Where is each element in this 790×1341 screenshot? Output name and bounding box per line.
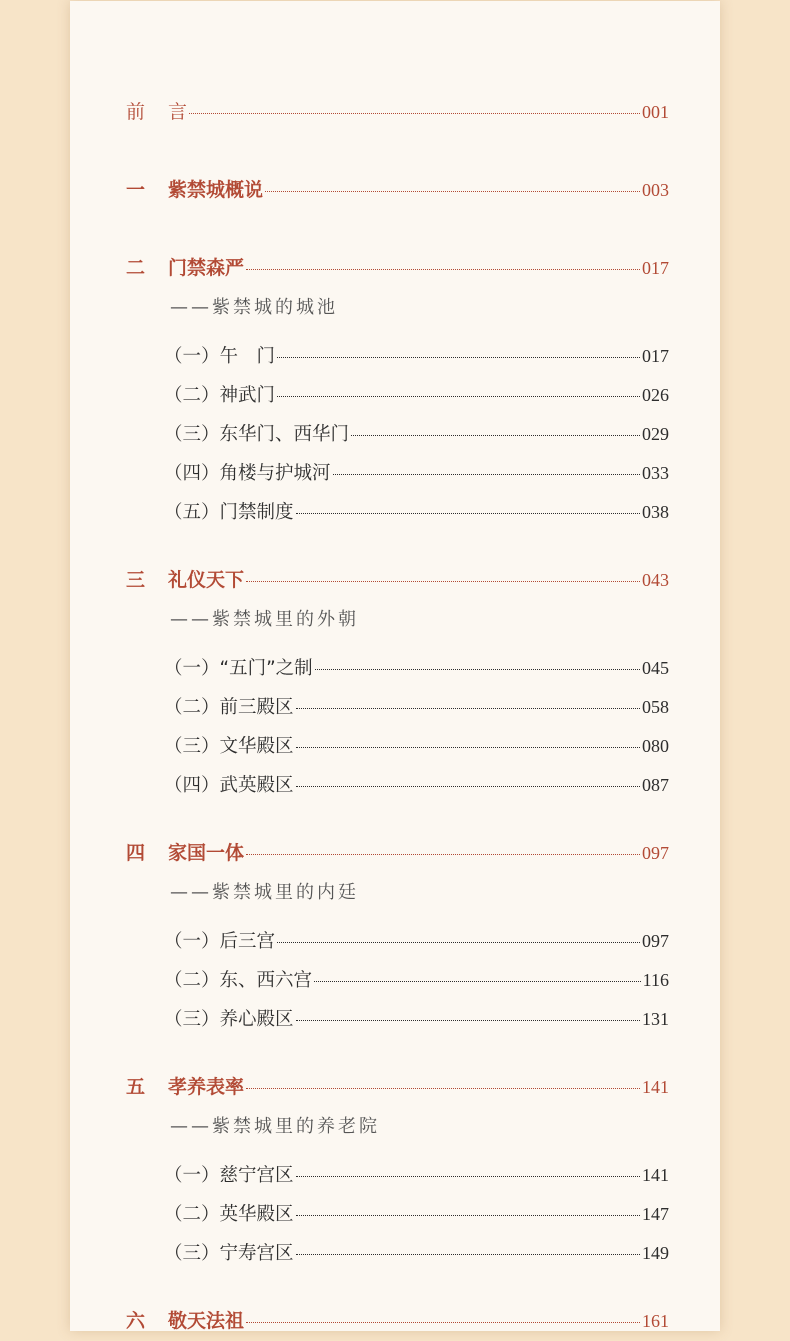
section-label: （三）养心殿区: [164, 1009, 294, 1030]
page-number: 161: [642, 1311, 669, 1331]
dot-leader: [246, 854, 640, 855]
chapter-number: 一: [126, 179, 146, 201]
toc-page: [70, 1, 720, 1331]
toc-entry-section[interactable]: [126, 766, 669, 805]
dot-leader: [277, 396, 640, 397]
toc-entry-chapter-5[interactable]: [126, 1068, 669, 1107]
section-label: （一）“五门”之制: [164, 658, 313, 679]
page-number: 038: [642, 502, 669, 522]
table-of-contents: [126, 93, 669, 1341]
page-number: 003: [642, 180, 669, 200]
chapter-title: 言: [168, 101, 188, 123]
toc-entry-chapter-1[interactable]: [126, 171, 669, 210]
dot-leader: [296, 1215, 640, 1216]
toc-entry-section[interactable]: [126, 415, 669, 454]
chapter-title: 门禁森严: [168, 257, 245, 279]
dot-leader: [296, 513, 640, 514]
toc-entry-chapter-4[interactable]: [126, 834, 669, 873]
toc-entry-section[interactable]: [126, 922, 669, 961]
dot-leader: [265, 191, 640, 192]
chapter-number: 前: [126, 101, 146, 123]
toc-entry-section[interactable]: [126, 493, 669, 532]
toc-entry-section[interactable]: [126, 337, 669, 376]
page-number: 033: [642, 463, 669, 483]
section-label: （一）午 门: [164, 346, 276, 367]
page-number: 116: [642, 970, 669, 990]
section-label: （四）角楼与护城河: [164, 463, 331, 484]
chapter-title: 敬天法祖: [168, 1310, 245, 1332]
chapter-subtitle: ——紫禁城里的内廷: [170, 882, 359, 903]
toc-entry-section[interactable]: [126, 649, 669, 688]
page-number: 029: [642, 424, 669, 444]
page-number: 141: [642, 1077, 669, 1097]
chapter-number: 六: [126, 1310, 146, 1332]
page-number: 026: [642, 385, 669, 405]
chapter-title: 礼仪天下: [168, 569, 245, 591]
page-number: 080: [642, 736, 669, 756]
toc-entry-section[interactable]: [126, 961, 669, 1000]
toc-entry-section[interactable]: [126, 376, 669, 415]
toc-entry-section[interactable]: [126, 1195, 669, 1234]
page-number: 097: [642, 843, 669, 863]
section-label: （三）东华门、西华门: [164, 424, 350, 445]
page-number: 001: [642, 102, 669, 122]
page-number: 131: [642, 1009, 669, 1029]
chapter-number: 四: [126, 842, 146, 864]
section-label: （二）东、西六宫: [164, 970, 313, 991]
section-label: （一）后三宫: [164, 931, 276, 952]
section-label: （二）英华殿区: [164, 1204, 294, 1225]
dot-leader: [314, 981, 641, 982]
page-number: 058: [642, 697, 669, 717]
toc-entry-chapter-3[interactable]: [126, 561, 669, 600]
dot-leader: [296, 708, 640, 709]
page-number: 087: [642, 775, 669, 795]
dot-leader: [246, 581, 640, 582]
section-label: （五）门禁制度: [164, 502, 294, 523]
dot-leader: [333, 474, 640, 475]
section-label: （三）宁寿宫区: [164, 1243, 294, 1264]
chapter-subtitle: ——紫禁城的城池: [170, 297, 338, 318]
dot-leader: [246, 1088, 640, 1089]
dot-leader: [296, 747, 640, 748]
page-number: 043: [642, 570, 669, 590]
section-label: （四）武英殿区: [164, 775, 294, 796]
page-number: 097: [642, 931, 669, 951]
page-number: 147: [642, 1204, 669, 1224]
toc-entry-section[interactable]: [126, 727, 669, 766]
page-number: 045: [642, 658, 669, 678]
chapter-title: 紫禁城概说: [168, 179, 264, 201]
toc-entry-section[interactable]: [126, 1000, 669, 1039]
chapter-number: 二: [126, 257, 146, 279]
section-label: （一）慈宁宫区: [164, 1165, 294, 1186]
dot-leader: [277, 357, 640, 358]
dot-leader: [296, 1020, 640, 1021]
chapter-subtitle: ——紫禁城里的外朝: [170, 609, 359, 630]
dot-leader: [315, 669, 640, 670]
page-number: 141: [642, 1165, 669, 1185]
section-label: （三）文华殿区: [164, 736, 294, 757]
section-label: （二）前三殿区: [164, 697, 294, 718]
dot-leader: [246, 1322, 640, 1323]
toc-entry-chapter-6[interactable]: [126, 1302, 669, 1341]
toc-entry-section[interactable]: [126, 1156, 669, 1195]
toc-entry-chapter-2[interactable]: [126, 249, 669, 288]
dot-leader: [351, 435, 640, 436]
page-number: 017: [642, 346, 669, 366]
dot-leader: [277, 942, 640, 943]
dot-leader: [296, 1176, 640, 1177]
toc-entry-section[interactable]: [126, 454, 669, 493]
dot-leader: [189, 113, 640, 114]
dot-leader: [296, 1254, 640, 1255]
dot-leader: [246, 269, 640, 270]
dot-leader: [296, 786, 640, 787]
toc-entry-section[interactable]: [126, 688, 669, 727]
chapter-number: 五: [126, 1076, 146, 1098]
page-number: 017: [642, 258, 669, 278]
chapter-title: 家国一体: [168, 842, 245, 864]
page-number: 149: [642, 1243, 669, 1263]
chapter-subtitle: ——紫禁城里的养老院: [170, 1116, 380, 1137]
section-label: （二）神武门: [164, 385, 276, 406]
chapter-title: 孝养表率: [168, 1076, 245, 1098]
toc-entry-preface[interactable]: [126, 93, 669, 132]
chapter-number: 三: [126, 569, 146, 591]
toc-entry-section[interactable]: [126, 1234, 669, 1273]
